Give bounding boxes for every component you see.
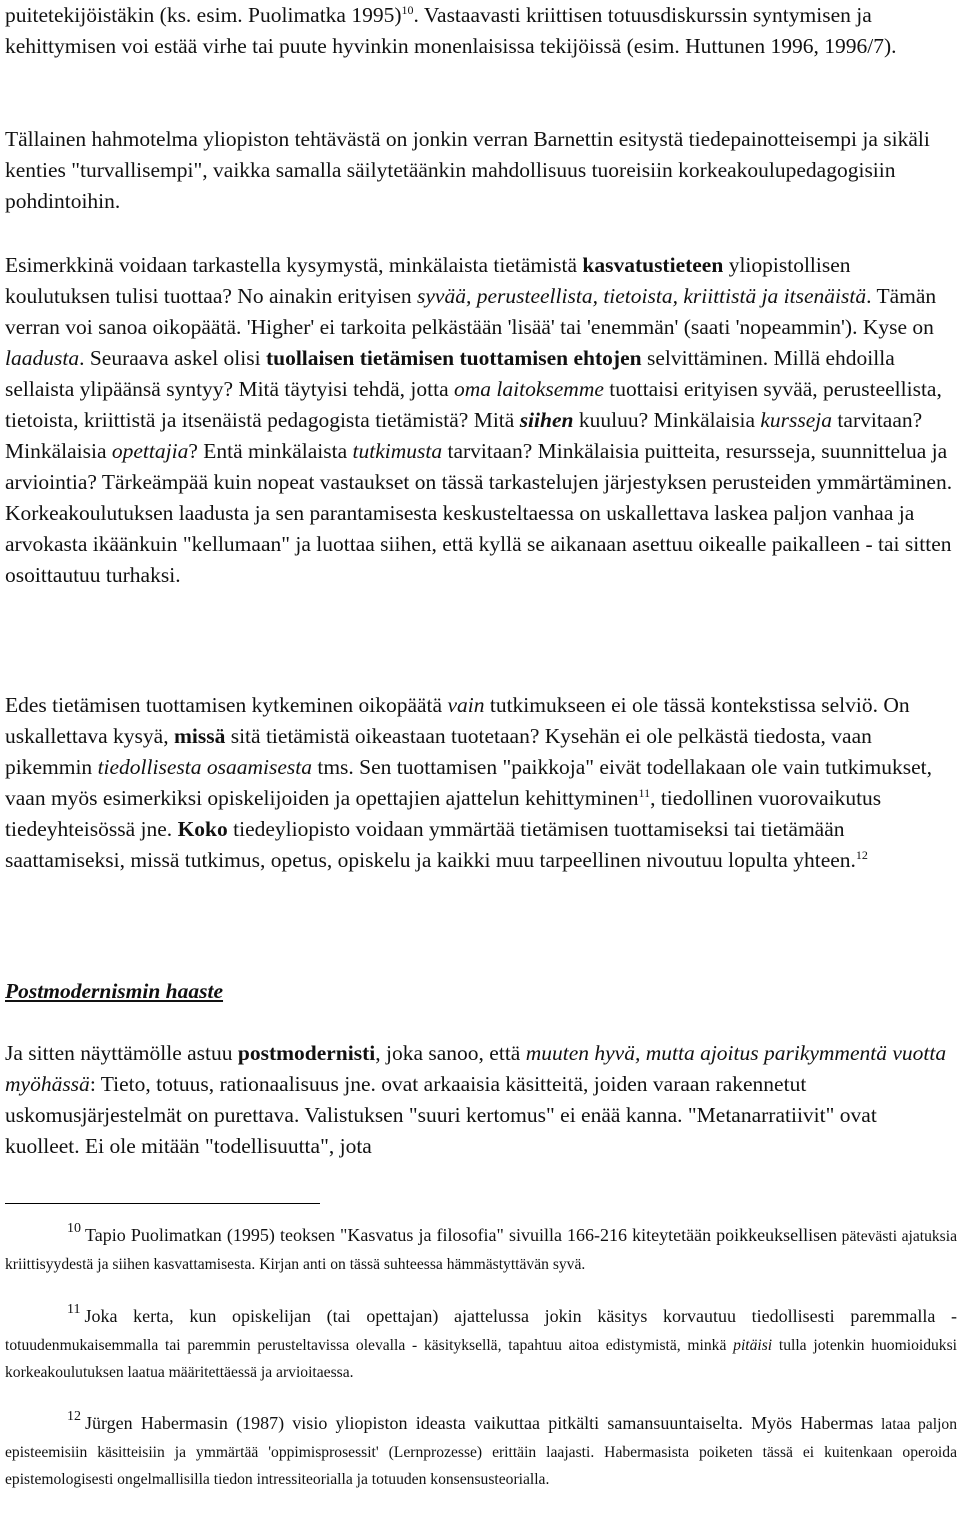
text-run: selvittäminen. Millä ehdoilla sellaista ylipäänsä syntyy? Mitä täytyisi tehdä, jotta [5,346,895,401]
section-heading: Postmodernismin haaste [5,979,224,1003]
footnote-ref-12[interactable]: 12 [855,847,868,862]
footnote-text: Jürgen Habermasin (1987) visio yliopiston ideasta vaikuttaa pitkälti samansuuntaiselta. Myös Habermas [85,1413,874,1433]
text-run: tutkimukseen ei ole tässä kontekstissa selviö. On uskallettava kysyä, [5,693,910,748]
text-run: , tiedollinen vuorovaikutus tiedeyhteisössä jne. [5,786,882,841]
bold-italic-text: siihen [519,408,574,432]
bold-text: kasvatustieteen [582,253,724,277]
footnote-text: Tapio Puolimatkan (1995) teoksen "Kasvatus ja filosofia" sivuilla 166-216 kiteytetään poikkeuksellisen [85,1225,838,1245]
italic-text: syvää, perusteellista, tietoista, kriittistä ja itsenäistä [417,284,867,308]
text-run: tuottaisi erityisen syvää, perusteellista, tietoista, kriittistä ja itsenäistä pedagogista tietämistä? Mitä [5,377,942,432]
footnote-divider [5,1203,320,1204]
text-run: kuuluu? Minkälaisia [573,408,761,432]
footnote-text: lataa paljon episteemisiin käsitteisiin ja ymmärtää 'oppimisprosessit' (Lernprozesse) erittäin laajasti. Habermasista poiketen tässä ei kuitenkaan operoida epistemologisesti ongelmallisilla tiedon intressiteorialla ja totuuden konsensusteorialla. [5,1416,957,1488]
italic-text: tutkimusta [352,439,443,463]
footnote-ref-10[interactable]: 10 [401,2,414,17]
footnote-text: pätevästi ajatuksia kriittisyydestä ja siihen kasvattamisesta. Kirjan anti on tässä suhteessa hämmästyttävän syvä. [5,1228,957,1273]
text-run: Edes tietämisen tuottamisen kytkeminen oikopäätä [5,693,448,717]
text-run: , joka sanoo, että [375,1041,526,1065]
footnote-12 [5,1410,957,1493]
italic-text: pitäisi [733,1337,773,1354]
bold-text: tuollaisen tietämisen tuottamisen ehtojen [265,346,642,370]
footnote-number: 10 [67,1221,81,1236]
italic-text: opettajia [111,439,189,463]
paragraph-postmodernist [5,1038,955,1162]
paragraph-knowledge [5,690,955,876]
italic-text: vain [447,693,485,717]
text-run: yliopistollisen koulutuksen tulisi tuottaa? No ainakin erityisen [5,253,851,308]
text-run: tarvitaan? Minkälaisia puitteita, resursseja, suunnittelua ja arviointia? Tärkeämpää kuin nopeat vastaukset on tässä tarkastelujen järjestyksen perusteiden ymmärtäminen. Korkeakoulutuksen laadusta ja sen parantamisesta keskusteltaessa on uskallettava laskea paljon vanhaa ja arvokasta ikäänkuin "kellumaan" ja luottaa siihen, että kyllä se aikanaan asettuu oikealle paikalleen - tai sitten osoittautuu turhaksi. [5,439,953,587]
footnote-11 [5,1303,957,1386]
footnote-text: totuudenmukaisemmalla tai paremmin perusteltavissa olevalla - käsityksellä, tapahtuu aitoa edistymistä, minkä [5,1337,734,1354]
text-run: Ja sitten näyttämölle astuu [5,1041,238,1065]
text-run: tarvitaan? Minkälaisia [5,408,923,463]
footnote-number: 12 [67,1409,81,1424]
footnote-ref-11[interactable]: 11 [638,785,651,800]
footnote-number: 11 [67,1302,81,1317]
footnote-text: Joka kerta, kun opiskelijan (tai opettajan) ajattelussa jokin käsitys korvautuu tiedollisesti paremmalla - [84,1306,957,1326]
text-run: . Tämän verran voi sanoa oikopäätä. 'Higher' ei tarkoita pelkästään 'lisää' tai 'enemmän' (saati 'nopeammin'). Kyse on [5,284,937,339]
footnote-text: tulla jotenkin huomioiduksi korkeakoulutuksen laatua määritettäessä ja arvioitaessa. [5,1337,957,1381]
paragraph-text: . Vastaavasti kriittisen totuusdiskurssin syntymisen ja kehittymisen voi estää virhe tai puute hyvinkin monenlaisissa tekijöissä (esim. Huttunen 1996, 1996/7). [5,3,897,58]
bold-text: Koko [177,817,228,841]
paragraph-intro [5,0,955,62]
paragraph-example [5,250,955,591]
paragraph-text: puitetekijöistäkin (ks. esim. Puolimatka 1995) [5,3,402,27]
text-run: Esimerkkinä voidaan tarkastella kysymystä, minkälaista tietämistä [5,253,583,277]
italic-text: tiedollisesta osaamisesta [97,755,312,779]
bold-text: missä [173,724,226,748]
italic-text: kursseja [760,408,833,432]
footnote-10 [5,1222,957,1278]
text-run: : Tieto, totuus, rationaalisuus jne. ovat arkaaisia käsitteitä, joiden varaan rakennetut uskomusjärjestelmät on purettava. Valistuksen "suuri kertomus" ei enää kanna. "Metanarratiivit" ovat kuolleet. Ei ole mitään "todellisuutta", jota [5,1072,877,1158]
text-run: tms. Sen tuottamisen "paikkoja" eivät todellakaan ole vain tutkimukset, vaan myös esimerkiksi opiskelijoiden ja opettajien ajattelun kehittyminen [5,755,932,810]
text-run: ? Entä minkälaista [188,439,353,463]
paragraph-barnett: Tällainen hahmotelma yliopiston tehtävästä on jonkin verran Barnettin esitystä tiedepainotteisempi ja sikäli kenties "turvallisempi", vaikka samalla säilytetäänkin mahdollisuus tuoreisiin korkeakoulupedagogisiin pohdintoihin. [5,127,930,213]
text-run: . Seuraava askel olisi [79,346,266,370]
text-run: sitä tietämistä oikeastaan tuotetaan? Kysehän ei ole pelkästä tiedosta, vaan pikemmin [5,724,872,779]
italic-text: muuten hyvä, mutta ajoitus parikymmentä vuotta myöhässä [5,1041,947,1096]
bold-text: postmodernisti [237,1041,376,1065]
text-run: tiedeyliopisto voidaan ymmärtää tietämisen tuottamiseksi tai tietämään saattamiseksi, missä tutkimus, opetus, opiskelu ja kaikki muu tarpeellinen nivoutuu lopulta yhteen. [5,817,856,872]
italic-text: oma laitoksemme [454,377,604,401]
italic-text: laadusta [5,346,80,370]
